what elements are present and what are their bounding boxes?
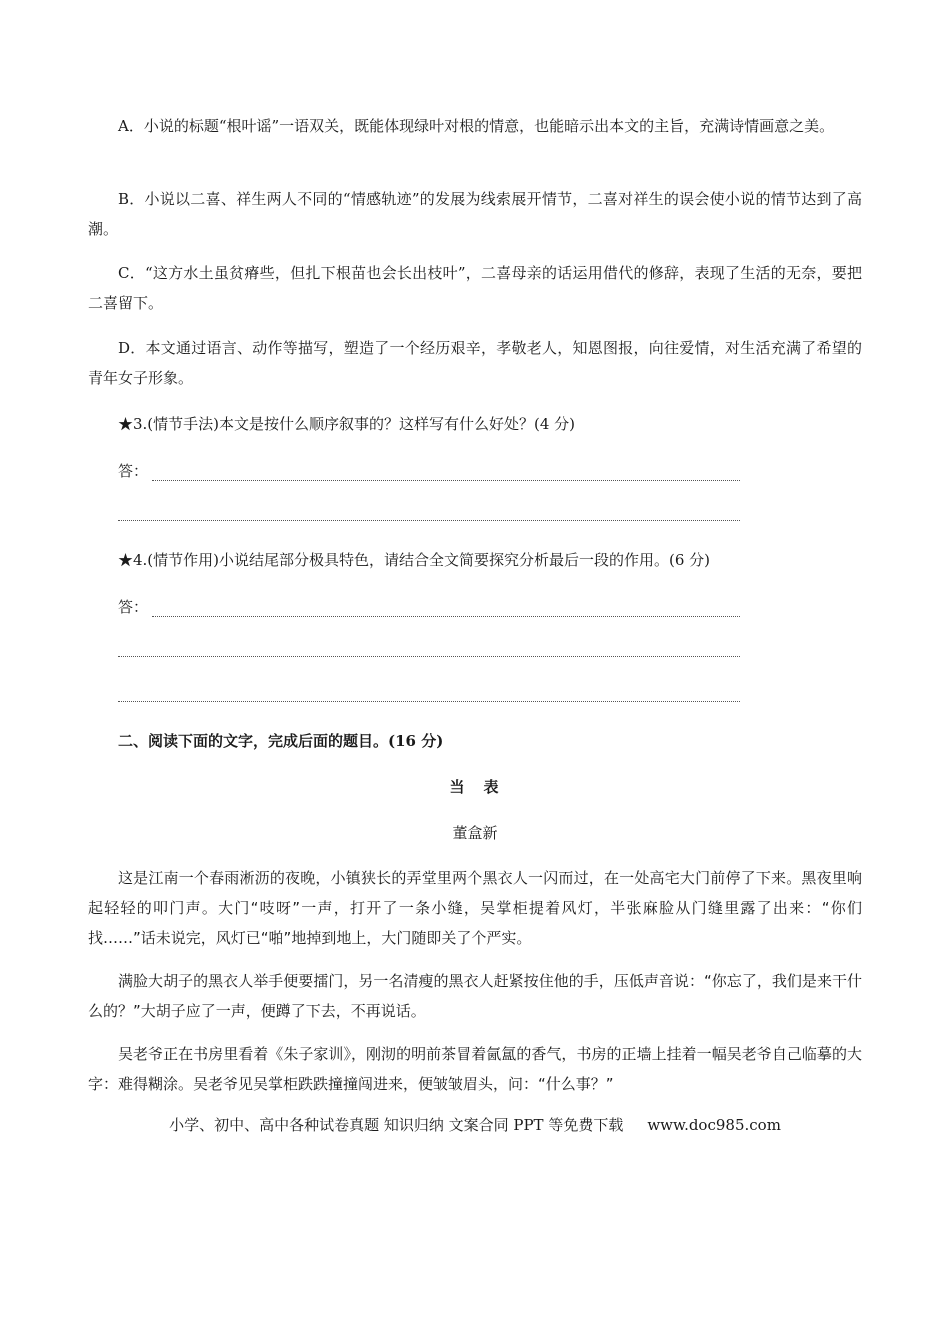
- story-author: 董盒新: [452, 824, 498, 842]
- section-heading: 二、阅读下面的文字，完成后面的题目。(16 分): [118, 732, 444, 750]
- answer-line-q4[interactable]: [118, 593, 740, 617]
- answer-dotted-line: [152, 468, 740, 481]
- story-paragraph: 满脸大胡子的黑衣人举手便要擂门，另一名清瘦的黑衣人赶紧按住他的手，压低声音说：“你忘了，我们是来干什么的？”大胡子应了一声，便蹲了下去，不再说话。: [88, 972, 862, 1020]
- question-3: ★3.(情节手法)本文是按什么顺序叙事的？这样写有什么好处？(4 分): [118, 415, 576, 433]
- option-b: B．小说以二喜、祥生两人不同的“情感轨迹”的发展为线索展开情节，二喜对祥生的误会使小说的情节达到了高潮。: [88, 190, 862, 238]
- option-c: C．“这方水土虽贫瘠些，但扎下根苗也会长出枝叶”，二喜母亲的话运用借代的修辞，表现了生活的无奈，要把二喜留下。: [88, 264, 862, 312]
- answer-line-q3-2[interactable]: [118, 520, 740, 521]
- answer-dotted-line: [152, 604, 740, 617]
- story-paragraph: 这是江南一个春雨淅沥的夜晚，小镇狭长的弄堂里两个黑衣人一闪而过，在一处高宅大门前停了下来。黑夜里响起轻轻的叩门声。大门“吱呀”一声，打开了一条小缝，吴掌柜提着风灯，半张麻脸从门缝里露了出来：“你们找……”话未说完，风灯已“啪”地掉到地上，大门随即关了个严实。: [88, 869, 862, 947]
- footer-text: 小学、初中、高中各种试卷真题 知识归纳 文案合同 PPT 等免费下载: [169, 1116, 624, 1134]
- option-a: A．小说的标题“根叶谣”一语双关，既能体现绿叶对根的情意，也能暗示出本文的主旨，充满诗情画意之美。: [118, 117, 835, 135]
- answer-line-q4-3[interactable]: [118, 701, 740, 702]
- question-4: ★4.(情节作用)小说结尾部分极具特色，请结合全文简要探究分析最后一段的作用。(6 分): [118, 551, 711, 569]
- footer-link[interactable]: www.doc985.com: [647, 1116, 781, 1134]
- page-footer: [0, 1114, 950, 1135]
- story-title: 当 表: [449, 778, 501, 796]
- answer-line-q4-2[interactable]: [118, 656, 740, 657]
- story-paragraph: 吴老爷正在书房里看着《朱子家训》，刚沏的明前茶冒着氤氲的香气，书房的正墙上挂着一幅吴老爷自己临摹的大字：难得糊涂。吴老爷见吴掌柜跌跌撞撞闯进来，便皱皱眉头，问：“什么事？”: [88, 1045, 862, 1093]
- option-d: D．本文通过语言、动作等描写，塑造了一个经历艰辛，孝敬老人，知恩图报，向往爱情，对生活充满了希望的青年女子形象。: [88, 339, 862, 387]
- answer-label: 答：: [118, 598, 149, 616]
- answer-line-q3[interactable]: [118, 457, 740, 481]
- answer-label: 答：: [118, 462, 149, 480]
